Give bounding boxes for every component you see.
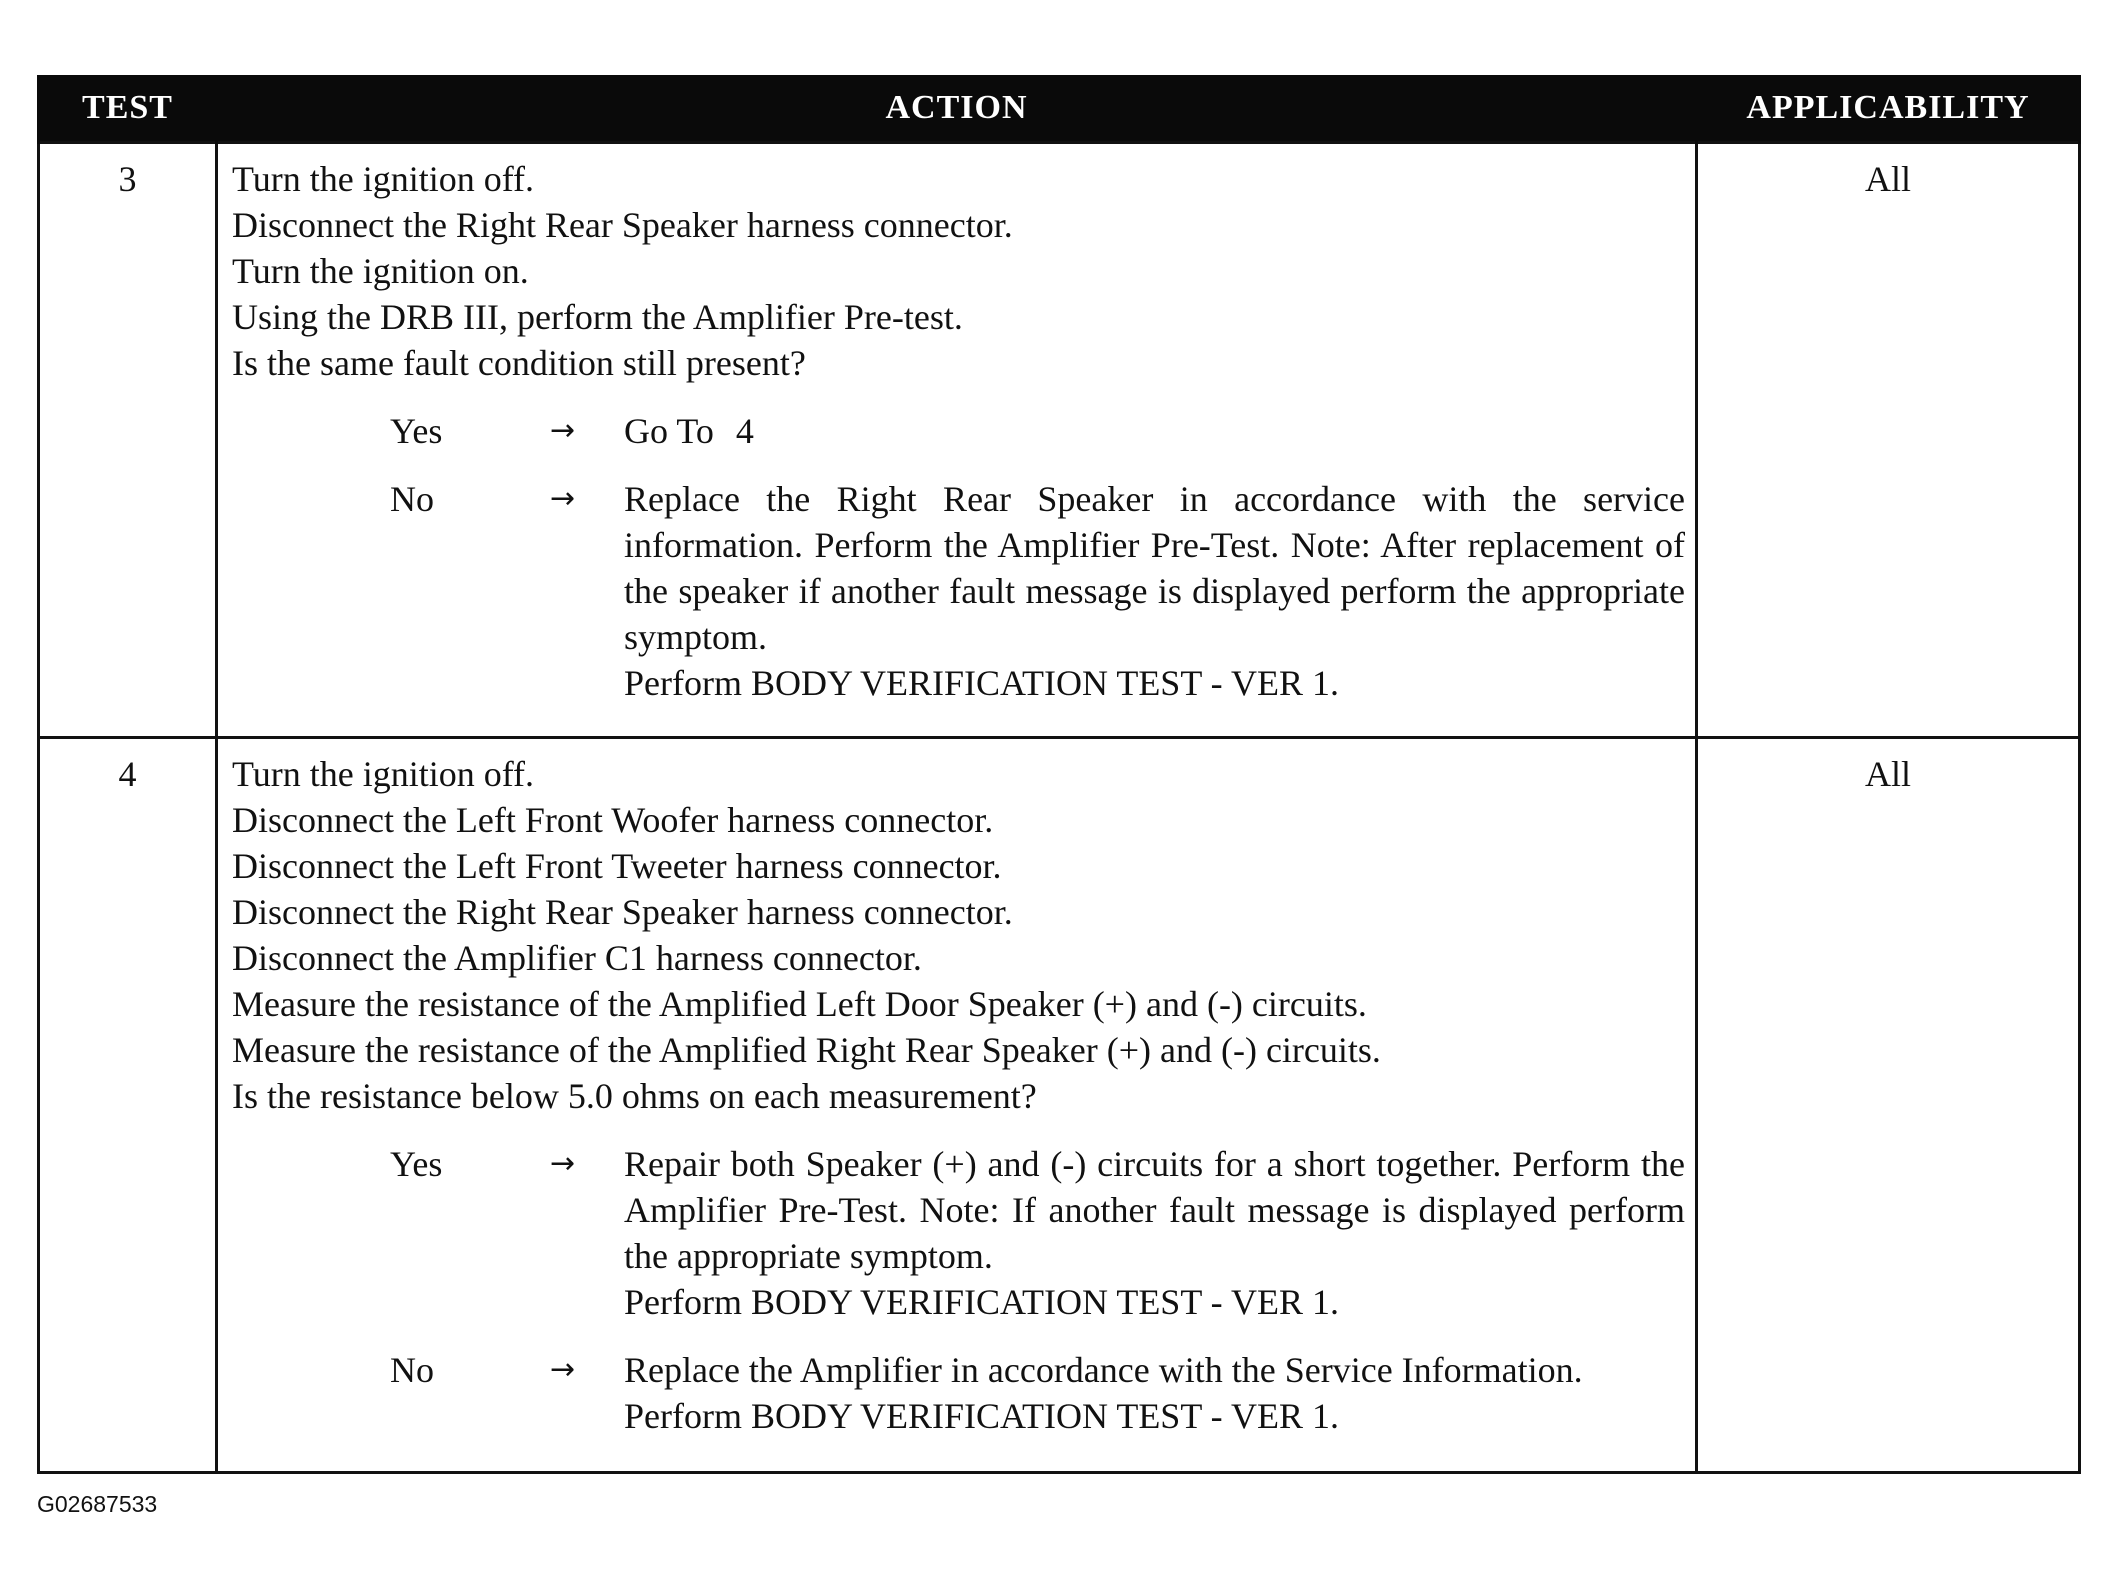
yes-label: Yes (390, 1144, 443, 1184)
test-number: 4 (39, 738, 217, 1473)
outcome-instructions: Replace the Right Rear Speaker in accordance with the service information. Perform the Amplifier Pre-Test. Note: After replacement of the speaker if another fault message is displayed perform the appropriate symptom. (624, 479, 1685, 657)
step-list (232, 751, 1685, 1119)
no-label: No (390, 479, 434, 519)
goto-test-number: 4 (735, 411, 754, 451)
right-arrow-icon: → (550, 481, 576, 516)
outcome-instructions: Repair both Speaker (+) and (-) circuits for a short together. Perform the Amplifier Pre-Test. Note: If another fault message is displayed perform the appropriate symptom. (624, 1144, 1685, 1276)
step-item: Using the DRB III, perform the Amplifier Pre-test. (232, 297, 963, 337)
verification-step: Perform BODY VERIFICATION TEST - VER 1. (624, 1396, 1340, 1436)
step-item: Measure the resistance of the Amplified Right Rear Speaker (+) and (-) circuits. (232, 1030, 1381, 1070)
step-list (232, 156, 1685, 386)
no-result (232, 1347, 1685, 1439)
header-applicability: APPLICABILITY (1697, 75, 2080, 143)
figure-id: G02687533 (37, 1491, 158, 1517)
verification-step: Perform BODY VERIFICATION TEST - VER 1. (624, 663, 1340, 703)
yes-result (232, 408, 1685, 454)
step-item: Disconnect the Left Front Tweeter harness connector. (232, 846, 1002, 886)
table-row (39, 143, 2080, 738)
step-item: Disconnect the Right Rear Speaker harness connector. (232, 205, 1013, 245)
verification-step: Perform BODY VERIFICATION TEST - VER 1. (624, 1282, 1340, 1322)
diagnostic-test-table (37, 75, 2081, 1474)
action-cell (217, 143, 1697, 738)
step-item: Disconnect the Right Rear Speaker harness connector. (232, 892, 1013, 932)
applicability-value: All (1697, 143, 2080, 738)
step-item: Turn the ignition on. (232, 251, 529, 291)
step-item: Turn the ignition off. (232, 159, 535, 199)
no-outcome (624, 1347, 1685, 1439)
step-item: Turn the ignition off. (232, 754, 535, 794)
goto-text: Go To (624, 411, 714, 451)
yes-label: Yes (390, 411, 443, 451)
right-arrow-icon: → (550, 413, 576, 448)
step-item: Disconnect the Amplifier C1 harness connector. (232, 938, 922, 978)
right-arrow-icon: → (550, 1146, 576, 1181)
no-result (232, 476, 1685, 706)
step-item: Is the resistance below 5.0 ohms on each measurement? (232, 1076, 1037, 1116)
step-item: Disconnect the Left Front Woofer harness connector. (232, 800, 994, 840)
no-label: No (390, 1350, 434, 1390)
applicability-value: All (1697, 738, 2080, 1473)
yes-outcome (624, 408, 1685, 454)
no-outcome (624, 476, 1685, 706)
header-action: ACTION (217, 75, 1697, 143)
yes-result (232, 1141, 1685, 1325)
right-arrow-icon: → (550, 1352, 576, 1387)
action-cell (217, 738, 1697, 1473)
table-row (39, 738, 2080, 1473)
step-item: Measure the resistance of the Amplified Left Door Speaker (+) and (-) circuits. (232, 984, 1367, 1024)
yes-outcome (624, 1141, 1685, 1325)
header-test: TEST (39, 75, 217, 143)
step-item: Is the same fault condition still present? (232, 343, 806, 383)
table-header-row (39, 75, 2080, 143)
outcome-instructions: Replace the Amplifier in accordance with the Service Information. (624, 1350, 1583, 1390)
test-number: 3 (39, 143, 217, 738)
